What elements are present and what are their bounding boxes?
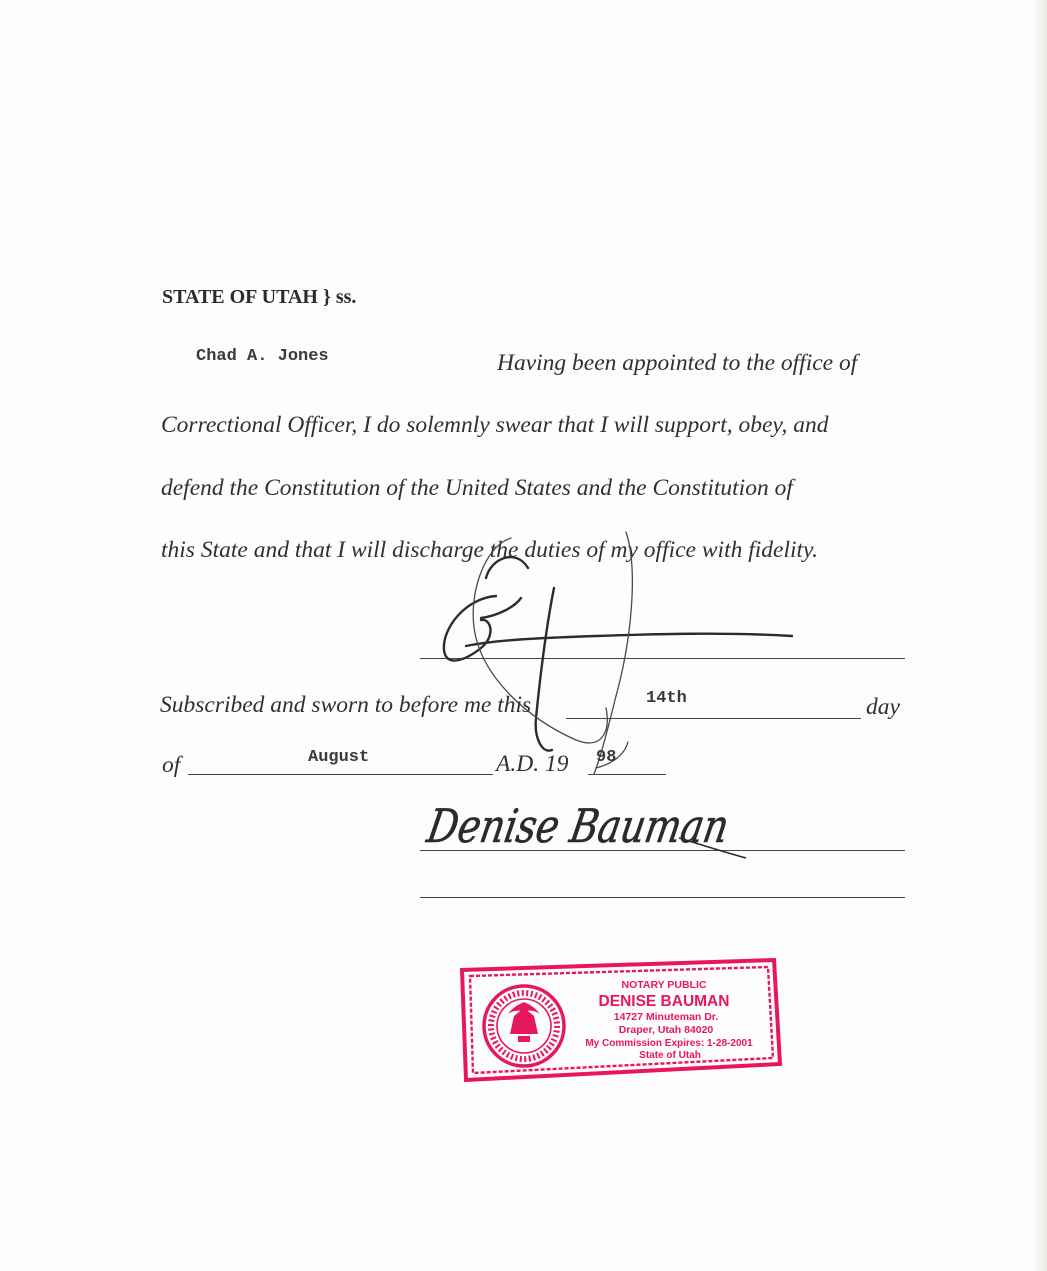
- page-edge-shadow: [1033, 0, 1047, 1271]
- day-line: [566, 718, 861, 719]
- notary-signature-icon: [423, 782, 799, 862]
- year-value: 98: [596, 748, 617, 767]
- of-word: of: [162, 752, 181, 778]
- ad-text: A.D. 19: [496, 751, 569, 777]
- stamp-line-4: Draper, Utah 84020: [618, 1024, 714, 1036]
- stamp-line-3: 14727 Minuteman Dr.: [613, 1011, 719, 1023]
- notary-stamp: [458, 956, 782, 1084]
- stamp-line-5: My Commission Expires: 1-28-2001: [585, 1038, 753, 1049]
- stamp-line-1: NOTARY PUBLIC: [621, 979, 707, 991]
- appointee-signature-icon: [436, 528, 806, 778]
- oath-line-2: Correctional Officer, I do solemnly swear that I will support, obey, and: [161, 412, 829, 438]
- month-value: August: [308, 748, 370, 767]
- stamp-line-6: State of Utah: [639, 1050, 701, 1061]
- day-value: 14th: [646, 689, 687, 708]
- month-line: [188, 774, 493, 775]
- year-line: [588, 774, 666, 775]
- oath-line-1: Having been appointed to the office of: [497, 350, 858, 376]
- stamp-line-2: DENISE BAUMAN: [598, 993, 730, 1010]
- oath-line-3: defend the Constitution of the United States and the Constitution of: [161, 475, 793, 501]
- oath-line-4: this State and that I will discharge the duties of my office with fidelity.: [161, 537, 819, 563]
- notary-title-line: [420, 897, 905, 898]
- great-seal-of-utah-icon: [508, 1002, 540, 1042]
- venue-heading: STATE OF UTAH } ss.: [162, 286, 357, 308]
- appointee-name: Chad A. Jones: [196, 347, 329, 366]
- day-word: day: [866, 694, 900, 720]
- notary-signature-text: Denise Bauman: [423, 799, 799, 853]
- subscribed-text: Subscribed and sworn to before me this: [160, 692, 532, 718]
